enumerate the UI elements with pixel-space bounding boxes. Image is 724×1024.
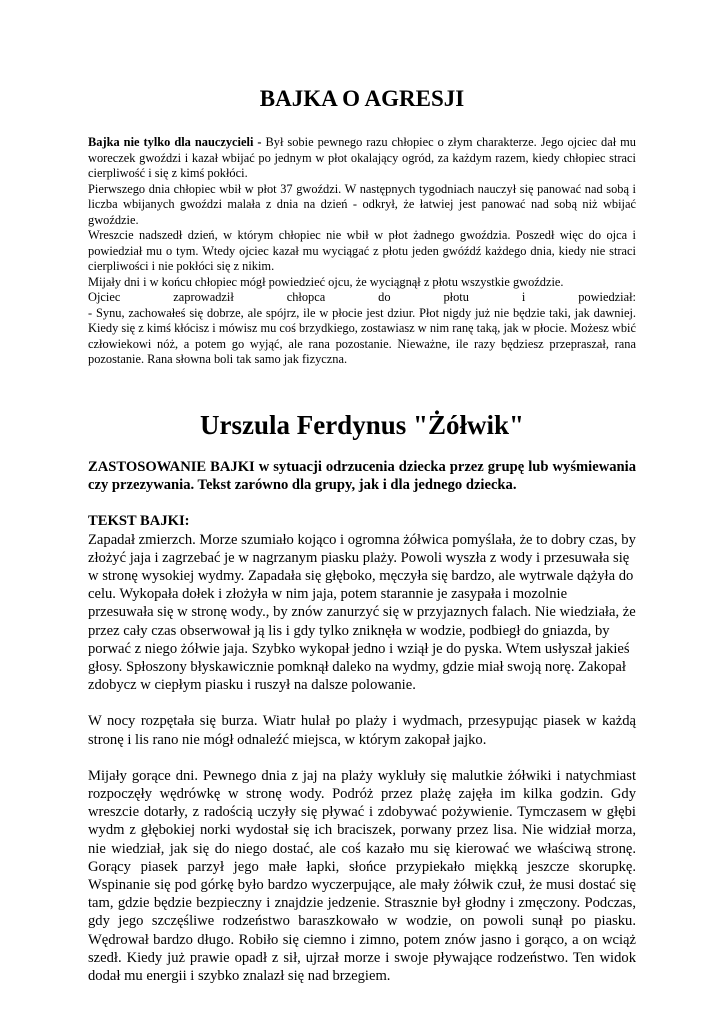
word: i — [521, 290, 526, 304]
word: powiedział: — [578, 290, 636, 304]
title-zolwik: Urszula Ferdynus "Żółwik" — [199, 410, 524, 440]
story-1-paragraph-4: Mijały dni i w końcu chłopiec mógł powiedzieć ojcu, że wyciągnął z płotu wszystkie gwoździe. — [88, 274, 564, 289]
story-2-paragraph-1: Zapadał zmierzch. Morze szumiało kojąco i ogromna żółwica pomyślała, że to dobry czas, by złożyć jaja i zagrzebać je w nagrzanym piasku plaży. Powoli wyszła z wody i przesuwała się w stronę wysokiej wydmy. Zapadała się głęboko, męczyła się bardzo, ale wytrwale dążyła do celu. Wykopała dołek i złożyła w nim jaja, potem starannie je zasypała i mozolnie przesuwała się w stronę wody., by znów zanurzyć się w przyjaznych falach. Nie wiedziała, że przez cały czas obserwował ją lis i gdy tylko zniknęła w wodzie, podbiegł do gniazda, by porwać z niego żółwie jaja. Szybko wykopał jedno i wziął je do pyska. Wtem usłyszał jakieś głosy. Spłoszony błyskawicznie pomknął daleko na wydmy, gdzie miał swoją norę. Zakopał zdobycz w ciepłym piasku i ruszył na dalsze polowanie. — [88, 531, 636, 694]
word: chłopca — [286, 290, 326, 304]
story-1-lead-text: Był sobie pewnego razu chłopiec o złym charakterze. Jego ojciec dał mu woreczek gwoździ i kazał wbijać po jednym w płot okalający ogród, za każdym razem, kiedy chłopiec straci cierpliwość i się z kimś pokłóci. — [88, 135, 636, 180]
spacer — [88, 494, 636, 512]
story-2-intro: ZASTOSOWANIE BAJKI w sytuacji odrzucenia dziecka przez grupę lub wyśmiewania czy przezywania. Tekst zarówno dla grupy, jak i dla jednego dziecka. — [88, 459, 636, 494]
story-1-paragraph-6: - Synu, zachowałeś się dobrze, ale spójrz, ile w płocie jest dziur. Płot nigdy już nie będzie taki, jak dawniej. Kiedy się z kimś kłócisz i mówisz mu coś brzydkiego, zostawiasz w nim ranę taką, jak w płocie. Możesz wbić człowiekowi nóż, a potem go wyjąć, ale rana pozostanie. Nieważne, ile razy będziesz przepraszał, rana pozostanie. Rana słowna boli tak samo jak fizyczna. — [88, 305, 636, 366]
spacer — [88, 694, 636, 712]
story-1-paragraph-3: Wreszcie nadszedł dzień, w którym chłopiec nie wbił w płot żadnego gwoździa. Poszedł więc do ojca i powiedział mu o tym. Wtedy ojciec kazał mu wyciągać z płotu jeden gwóźdź każdego dnia, kiedy nie straci cierpliwości i nie pokłóci się z nikim. — [88, 228, 636, 273]
story-2-paragraph-3: Mijały gorące dni. Pewnego dnia z jaj na plaży wykluły się malutkie żółwiki i natychmiast rozpoczęły wędrówkę w stronę wody. Podróż przez plażę zajęła im kilka godzin. Gdy wreszcie dotarły, z radością uczyły się pływać i zdobywać pożywienie. Tymczasem w głębi wydm z głębokiej norki wydostał się ich braciszek, porwany przez lisa. Nie widział morza, nie wiedział, jak się do niego dostać, ale coś kazało mu się kierować we właściwą stronę. Gorący piasek parzył jego małe łapki, słońce przypiekało miękką jeszcze skorupkę. Wspinanie się pod górkę było bardzo wyczerpujące, ale mały żółwik czuł, że musi dostać się tam, gdzie będzie bezpieczny i znajdzie jedzenie. Strasznie był głodny i zmęczony. Podczas, gdy jego szczęśliwe rodzeństwo baraszkowało w wodzie, on powoli sunął po piasku. Wędrował bardzo długo. Robiło się ciemno i zimno, potem znów jasno i gorąco, a on wciąż szedł. Kiedy już prawie opadł z sił, ujrzał morze i swoje pływające rodzeństwo. Ten widok dodał mu energii i szybko znalazł się nad brzegiem. — [88, 767, 636, 985]
story-2-body — [88, 458, 636, 985]
word: płotu — [443, 290, 469, 304]
spacer — [88, 749, 636, 767]
story-1-lead-bold: Bajka nie tylko dla nauczycieli - — [88, 135, 262, 149]
title-bajka-o-agresji: BAJKA O AGRESJI — [259, 86, 465, 111]
story-1-paragraph-5 — [88, 290, 636, 306]
story-1-paragraph-1 — [88, 135, 636, 182]
story-2-paragraph-2: W nocy rozpętała się burza. Wiatr hulał po plaży i wydmach, przesypując piasek w każdą stronę i lis rano nie mógł odnaleźć miejsca, w którym zakopał jajko. — [88, 713, 636, 748]
story-2-heading: TEKST BAJKI: — [88, 513, 190, 530]
word: do — [378, 290, 391, 304]
story-1-body — [88, 135, 636, 368]
word: Ojciec — [88, 290, 121, 304]
story-1-paragraph-2: Pierwszego dnia chłopiec wbił w płot 37 gwoździ. W następnych tygodniach nauczył się panować nad sobą i liczba wbijanych gwoździ malała z dnia na dzień - odkrył, że łatwiej jest panować nad sobą niż wbijać gwoździe. — [88, 181, 636, 227]
word: zaprowadził — [173, 290, 234, 304]
